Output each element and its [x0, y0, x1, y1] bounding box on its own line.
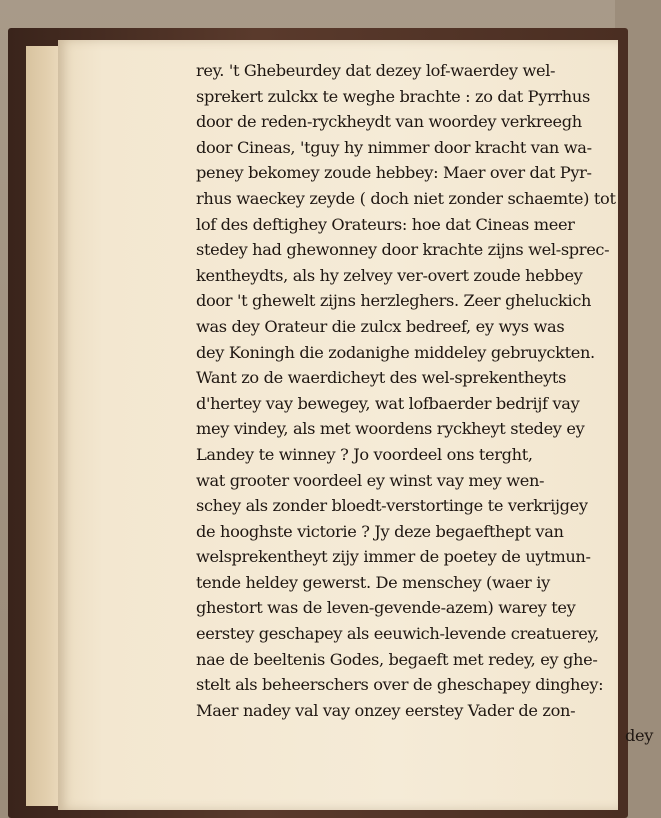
- text-line-16: Landey te winney ? Jo voordeel ons terght,: [196, 444, 533, 464]
- book-page: [58, 40, 653, 810]
- text-line-18: schey als zonder bloedt-verstortinge te verkrijgey: [196, 496, 588, 516]
- text-line-3: door de reden-ryckheydt van woordey verkreegh: [196, 112, 582, 132]
- text-line-8: stedey had ghewonney door krachte zijns wel-sprec-: [196, 240, 610, 260]
- text-line-4: door Cineas, 'tguy hy nimmer door kracht van wa-: [196, 137, 592, 157]
- text-line-2: sprekert zulckx te weghe brachte : zo dat Pyrrhus: [196, 86, 590, 106]
- page-gutter: [26, 46, 60, 806]
- text-line-5: peney bekomey zoude hebbey: Maer over dat Pyr-: [196, 163, 592, 183]
- text-line-20: welsprekentheyt zijy immer de poetey de uytmun-: [196, 547, 591, 567]
- text-line-25: stelt als beheerschers over de gheschapey dinghey:: [196, 675, 604, 695]
- text-line-6: rhus waeckey zeyde ( doch niet zonder schaemte) tot: [196, 188, 616, 208]
- text-line-17: wat grooter voordeel ey winst vay mey wen-: [196, 470, 545, 490]
- page-text: [196, 58, 661, 749]
- catchword: dey: [624, 726, 653, 746]
- text-line-21: tende heldey gewerst. De menschey (waer iy: [196, 572, 550, 592]
- text-line-1: rey. 't Ghebeurdey dat dezey lof-waerdey wel-: [196, 61, 556, 80]
- text-line-22: ghestort was de leven-gevende-azem) warey tey: [196, 598, 576, 618]
- text-line-26: Maer nadey val vay onzey eerstey Vader de zon-: [196, 700, 576, 720]
- text-line-19: de hooghste victorie ? Jy deze begaefthept van: [196, 521, 564, 541]
- text-line-11: was dey Orateur die zulcx bedreef, ey wys was: [196, 316, 565, 336]
- text-line-9: kentheydts, als hy zelvey ver-overt zoude hebbey: [196, 265, 583, 285]
- text-line-13: Want zo de waerdicheyt des wel-sprekentheyts: [196, 368, 567, 388]
- text-line-7: lof des deftighey Orateurs: hoe dat Cineas meer: [196, 214, 575, 234]
- text-line-12: dey Koningh die zodanighe middeley gebruyckten.: [196, 342, 595, 362]
- text-line-15: mey vindey, als met woordens ryckheyt stedey ey: [196, 419, 585, 439]
- text-line-24: nae de beeltenis Godes, begaeft met redey, ey ghe-: [196, 649, 598, 669]
- text-line-14: d'hertey vay bewegey, wat lofbaerder bedrijf vay: [196, 393, 580, 413]
- text-line-10: door 't ghewelt zijns herzleghers. Zeer gheluckich: [196, 291, 592, 311]
- text-line-23: eerstey geschapey als eeuwich-levende creatuerey,: [196, 624, 599, 644]
